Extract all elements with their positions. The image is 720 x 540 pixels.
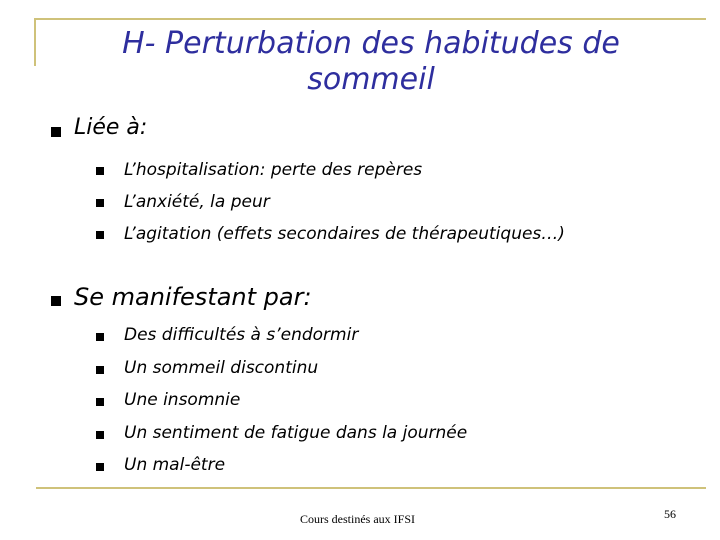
footer-divider (36, 487, 706, 489)
square-bullet-icon (51, 127, 61, 137)
list-item: L’anxiété, la peur (124, 192, 270, 212)
list-item: L’agitation (effets secondaires de thérapeutiques…) (124, 224, 565, 244)
list-item: Un mal-être (124, 455, 226, 475)
page-number: 56 (664, 507, 676, 521)
square-bullet-icon (96, 231, 104, 239)
slide-title-line-2: sommeil (307, 62, 435, 97)
square-bullet-icon (96, 333, 104, 341)
list-item: Une insomnie (124, 390, 241, 410)
square-bullet-icon (96, 199, 104, 207)
slide-title-line-1: H- Perturbation des habitudes de (122, 26, 620, 61)
square-bullet-icon (96, 366, 104, 374)
list-item: Un sommeil discontinu (124, 358, 319, 378)
square-bullet-icon (96, 463, 104, 471)
title-frame-top-line (34, 18, 706, 20)
square-bullet-icon (96, 431, 104, 439)
square-bullet-icon (51, 296, 61, 306)
section-heading-liee: Liée à: (74, 115, 148, 140)
square-bullet-icon (96, 167, 104, 175)
section-heading-manifestant: Se manifestant par: (74, 283, 312, 311)
square-bullet-icon (96, 398, 104, 406)
footer-text: Cours destinés aux IFSI (300, 512, 415, 526)
slide-title (36, 26, 706, 98)
list-item: L’hospitalisation: perte des repères (124, 160, 423, 180)
list-item: Des difficultés à s’endormir (124, 325, 359, 345)
list-item: Un sentiment de fatigue dans la journée (124, 423, 468, 443)
